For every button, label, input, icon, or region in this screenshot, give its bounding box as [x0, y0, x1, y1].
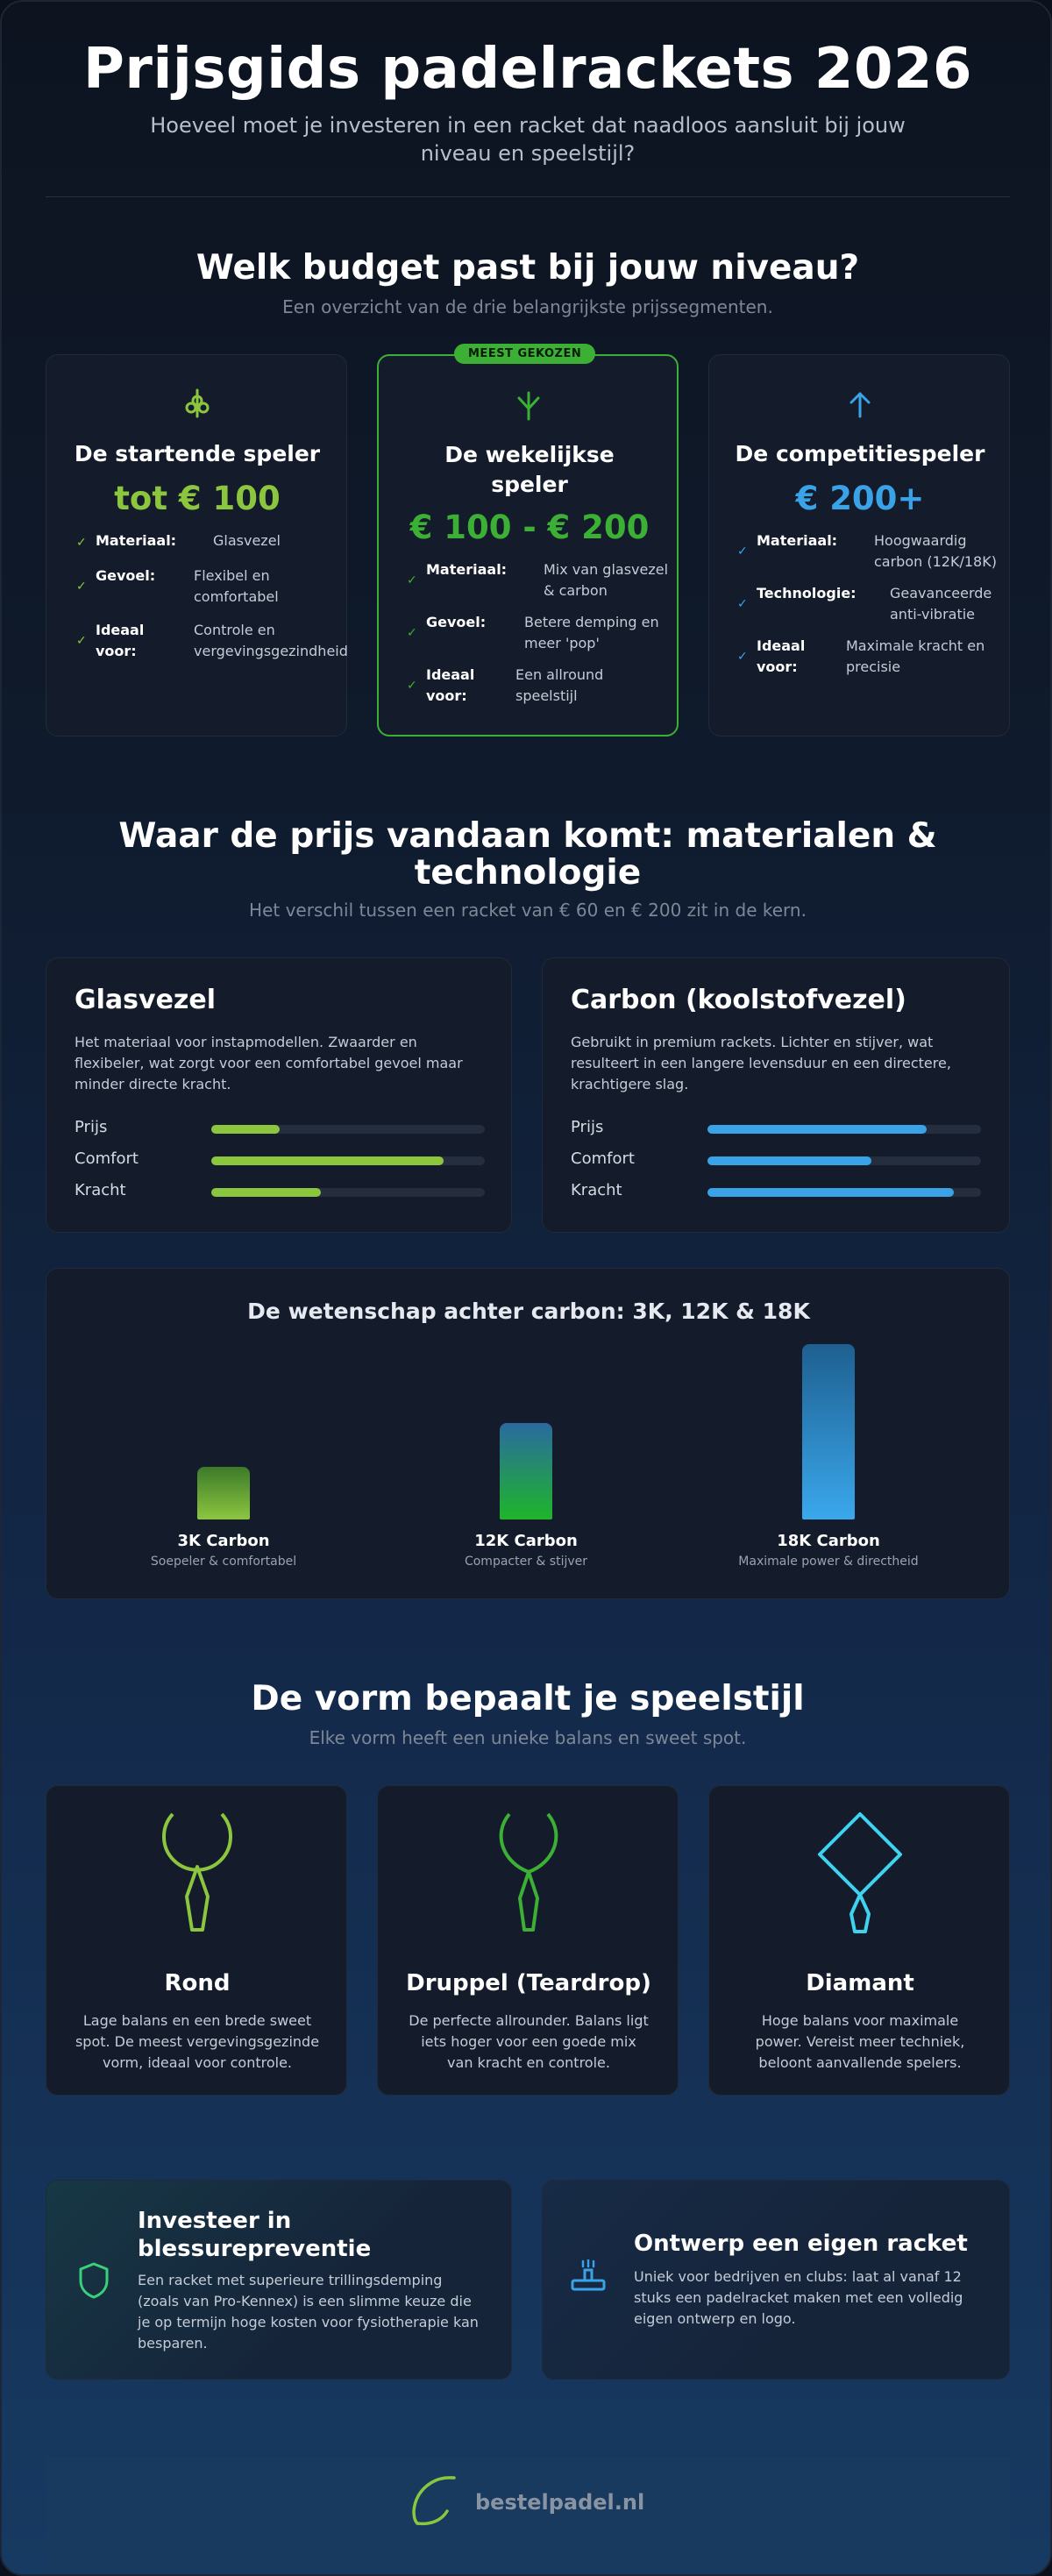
- teardrop-racket-icon: [485, 1811, 572, 1951]
- check-icon: ✓: [737, 544, 748, 559]
- check-icon: ✓: [407, 573, 417, 587]
- bar-label: Prijs: [571, 1118, 604, 1136]
- bar-label: Comfort: [571, 1149, 635, 1168]
- arrow-up-icon: [846, 387, 874, 422]
- content: [46, 2, 1010, 2576]
- material-desc-line1: Gebruikt in premium rackets. Lichter en stijver, wat: [571, 1034, 934, 1050]
- info-card-custom-racket: [542, 2180, 1010, 2380]
- tier-feature: ✓ Ideaal voor: Maximale kracht en precisie: [737, 637, 985, 675]
- shape-title: Rond: [164, 1970, 231, 1996]
- info-desc-line1: Uniek voor bedrijven en clubs: laat al vanaf 12: [634, 2268, 962, 2285]
- shapes-title: De vorm bepaalt je speelstijl: [251, 1679, 805, 1719]
- check-icon: ✓: [737, 650, 748, 664]
- shape-card-diamond: [708, 1785, 1010, 2096]
- printer-icon: [569, 2259, 608, 2295]
- check-icon: ✓: [737, 597, 748, 611]
- check-icon: ✓: [407, 626, 417, 640]
- footer-band: [46, 2457, 1010, 2576]
- budget-subtitle: Een overzicht van de drie belangrijkste prijssegmenten.: [282, 296, 773, 317]
- power-bar: [211, 1188, 485, 1197]
- brand-logo-icon: [407, 2473, 463, 2529]
- info-desc-line3: je op termijn hoge kosten voor fysiotherapie kan: [138, 2314, 479, 2330]
- info-desc-line1: Een racket met superieure trillingsdemping: [138, 2272, 443, 2288]
- info-desc-line3: eigen ontwerp en logo.: [634, 2310, 796, 2327]
- price-bar: [707, 1125, 981, 1134]
- tier-feature: ✓ Ideaal voor: Controle en vergevingsgezindheid: [76, 622, 348, 659]
- check-icon: ✓: [76, 580, 87, 594]
- info-desc-line4: besparen.: [138, 2335, 208, 2352]
- page-subtitle-line1: Hoeveel moet je investeren in een racket dat naadloos aansluit bij jouw: [150, 113, 906, 138]
- tier-card-weekly: [377, 347, 679, 737]
- shape-card-teardrop: [377, 1785, 679, 2096]
- material-desc-line3: minder directe kracht.: [75, 1076, 231, 1092]
- comfort-bar: [707, 1156, 981, 1165]
- shape-desc-line2: iets hoger voor een goede mix: [421, 2033, 636, 2050]
- tier-feature: ✓ Materiaal: Mix van glasvezel & carbon: [407, 561, 669, 599]
- most-chosen-badge: MEEST GEKOZEN: [454, 344, 595, 364]
- info-card-injury-prevention: [46, 2180, 512, 2380]
- tier-feature: ✓ Materiaal: Hoogwaardig carbon (12K/18K): [737, 532, 997, 570]
- bar-label: Prijs: [75, 1118, 108, 1136]
- tier-feature: ✓ Materiaal: Glasvezel: [76, 530, 331, 557]
- tier-card-competition: [708, 354, 1010, 737]
- tier-price: tot € 100: [114, 480, 281, 517]
- shape-title: Druppel (Teardrop): [406, 1970, 651, 1996]
- info-desc-line2: (zoals van Pro-Kennex) is een slimme keuze die: [138, 2293, 472, 2309]
- carbon-panel: [46, 1268, 1010, 1599]
- plant-icon: [514, 388, 544, 423]
- material-title: Glasvezel: [75, 985, 217, 1015]
- carbon-desc: Compacter & stijver: [464, 1555, 588, 1569]
- shape-desc-line2: spot. De meest vergevingsgezinde: [75, 2033, 320, 2050]
- tier-title: De competitiespeler: [735, 441, 985, 466]
- shape-title: Diamant: [806, 1970, 914, 1996]
- comfort-bar: [211, 1156, 485, 1165]
- shape-desc-line1: De perfecte allrounder. Balans ligt: [409, 2012, 649, 2029]
- power-bar-fill: [707, 1188, 954, 1197]
- shape-desc-line3: van kracht en controle.: [447, 2054, 610, 2071]
- shape-card-round: [46, 1785, 347, 2096]
- price-bar-fill: [211, 1125, 280, 1134]
- carbon-desc: Soepeler & comfortabel: [150, 1555, 297, 1569]
- material-desc-line2: resulteert in een langere levensduur en een directere,: [571, 1055, 951, 1071]
- carbon-18k-bar: [802, 1344, 855, 1519]
- material-card-glasvezel: [46, 957, 512, 1233]
- material-desc-line2: flexibeler, wat zorgt voor een comfortabel gevoel maar: [75, 1055, 463, 1071]
- tier-feature: ✓ Technologie: Geavanceerde anti-vibratie: [737, 585, 992, 623]
- material-desc-line3: krachtigere slag.: [571, 1076, 689, 1092]
- footer-brand[interactable]: bestelpadel.nl: [475, 2490, 645, 2515]
- check-icon: ✓: [407, 679, 417, 693]
- price-bar-fill: [707, 1125, 927, 1134]
- shape-desc-line2: power. Vereist meer techniek,: [755, 2033, 965, 2050]
- carbon-label: 18K Carbon: [777, 1532, 880, 1550]
- tier-title-line2: speler: [491, 472, 568, 497]
- check-icon: ✓: [76, 536, 87, 550]
- shield-icon: [78, 2261, 110, 2300]
- info-desc-line2: stuks een padelracket maken met een volledig: [634, 2289, 963, 2306]
- info-title: Ontwerp een eigen racket: [634, 2231, 968, 2257]
- shape-desc-line1: Lage balans en een brede sweet: [82, 2012, 312, 2029]
- power-bar-fill: [211, 1188, 321, 1197]
- material-title: Carbon (koolstofvezel): [571, 985, 906, 1015]
- header-divider: [46, 196, 1010, 197]
- sprout-icon: [183, 387, 211, 422]
- tier-feature: ✓ Gevoel: Flexibel en comfortabel: [76, 567, 279, 605]
- page-subtitle-line2: niveau en speelstijl?: [420, 141, 636, 166]
- carbon-label: 12K Carbon: [474, 1532, 578, 1550]
- comfort-bar-fill: [211, 1156, 444, 1165]
- material-desc-line1: Het materiaal voor instapmodellen. Zwaarder en: [75, 1034, 417, 1050]
- budget-title: Welk budget past bij jouw niveau?: [195, 248, 860, 288]
- shapes-subtitle: Elke vorm heeft een unieke balans en sweet spot.: [309, 1727, 747, 1748]
- materials-title-line2: technologie: [414, 853, 642, 893]
- tier-card-starter: [46, 354, 347, 737]
- info-title-line1: Investeer in: [138, 2208, 292, 2234]
- shape-desc-line3: vorm, ideaal voor controle.: [103, 2054, 292, 2071]
- tier-feature: ✓ Gevoel: Betere demping en meer 'pop': [407, 614, 659, 651]
- carbon-12k-bar: [500, 1423, 552, 1519]
- check-icon: ✓: [76, 634, 87, 648]
- materials-title-line1: Waar de prijs vandaan komt: materialen &: [118, 816, 937, 856]
- bar-label: Kracht: [75, 1181, 126, 1199]
- carbon-desc: Maximale power & directheid: [738, 1555, 919, 1569]
- carbon-title: De wetenschap achter carbon: 3K, 12K & 18K: [247, 1299, 810, 1324]
- round-racket-icon: [153, 1811, 241, 1951]
- shape-desc-line3: beloont aanvallende spelers.: [758, 2054, 962, 2071]
- page-title: Prijsgids padelrackets 2026: [82, 37, 973, 102]
- bar-label: Comfort: [75, 1149, 139, 1168]
- comfort-bar-fill: [707, 1156, 871, 1165]
- bar-label: Kracht: [571, 1181, 622, 1199]
- shape-desc-line1: Hoge balans voor maximale: [761, 2012, 959, 2029]
- carbon-label: 3K Carbon: [177, 1532, 270, 1550]
- price-bar: [211, 1125, 485, 1134]
- material-card-carbon: [542, 957, 1010, 1233]
- power-bar: [707, 1188, 981, 1197]
- tier-title-line1: De wekelijkse: [444, 442, 615, 467]
- tier-feature: ✓ Ideaal voor: Een allround speelstijl: [407, 666, 604, 704]
- info-title-line2: blessurepreventie: [138, 2236, 372, 2262]
- tier-price: € 100 - € 200: [409, 509, 650, 546]
- diamond-racket-icon: [816, 1811, 904, 1951]
- materials-subtitle: Het verschil tussen een racket van € 60 en € 200 zit in de kern.: [249, 900, 807, 921]
- carbon-3k-bar: [197, 1467, 250, 1519]
- tier-title: De startende speler: [74, 441, 321, 466]
- tier-price: € 200+: [795, 480, 925, 517]
